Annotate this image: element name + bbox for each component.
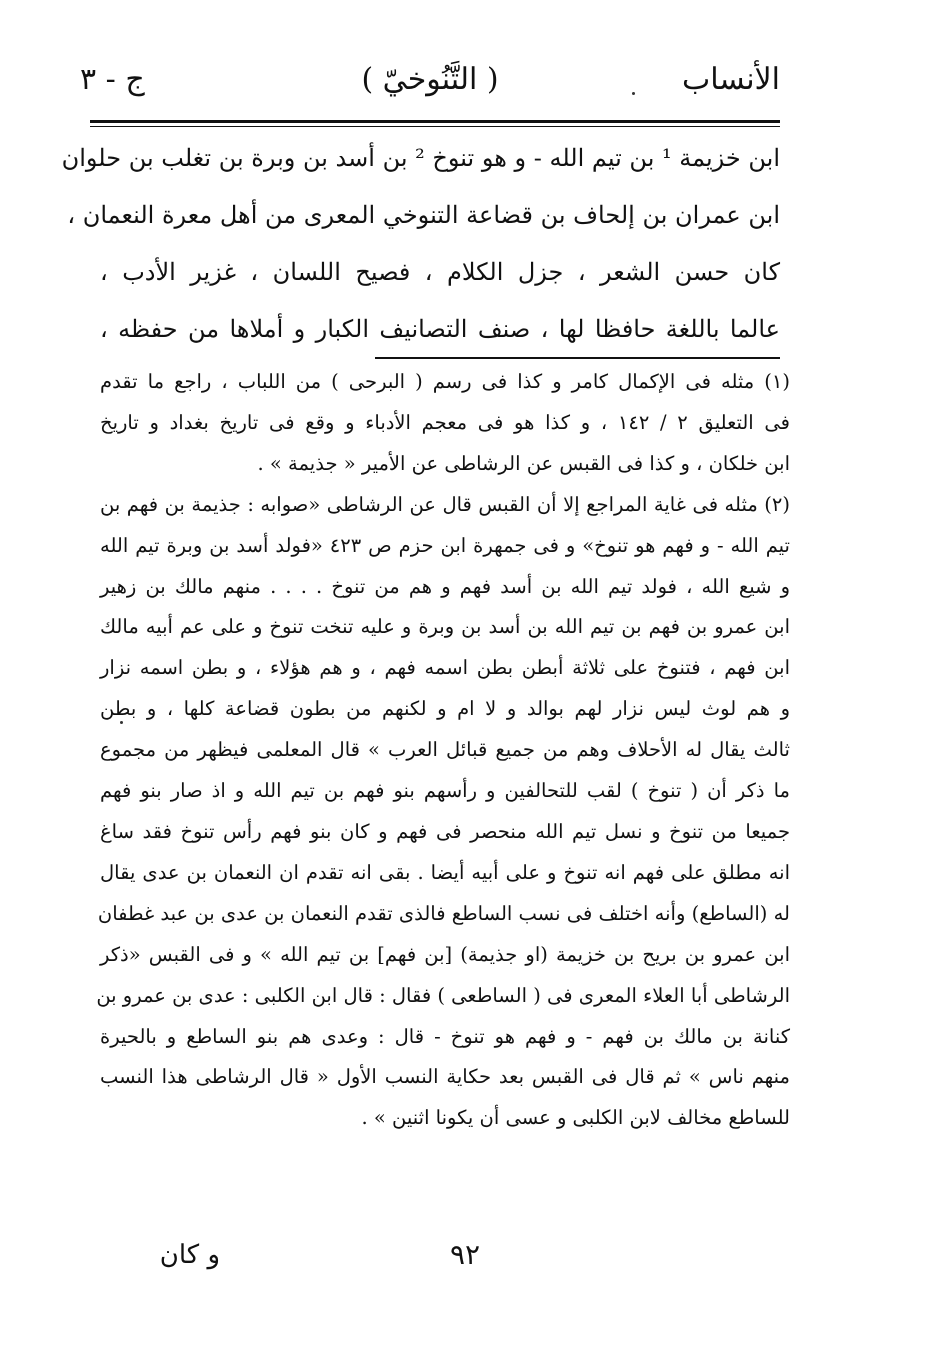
main-line: ابن خزيمة ¹ بن تيم الله - و هو تنوخ ² بن أسد بن وبرة بن تغلب بن حلوان: [61, 144, 780, 172]
footnote-line: و هم لوث ليس نزار لهم بوالد و لا ام و لكنهم من بطون قضاعة كلها ، و بطن: [100, 697, 790, 721]
main-line: كان حسن الشعر ، جزل الكلام ، فصيح اللسان ، غزير الأدب ،: [100, 258, 780, 286]
catchword: و كان: [159, 1240, 220, 1270]
footnote-line: ثالث يقال له الأحلاف وهم من جميع قبائل العرب » قال المعلمى فيظهر من مجموع: [100, 738, 790, 762]
main-line: ابن عمران بن إلحاف بن قضاعة التنوخي المعرى من أهل معرة النعمان ،: [67, 201, 780, 229]
header-volume: ج - ٣: [80, 62, 145, 97]
footnote-line: ابن عمرو بن فهم بن تيم الله بن أسد بن وبرة و عليه تنخت تنوخ و على عم أبيه مالك: [100, 615, 790, 639]
main-line: عالما باللغة حافظا لها ، صنف التصانيف الكبار و أملاها من حفظه ،: [100, 315, 780, 343]
header-entry-title: ( التَّنُوخيّ ): [361, 62, 499, 97]
footnote-separator: [375, 357, 780, 359]
footnote-line: منهم ناس » ثم قال فى القبس بعد حكاية النسب الأول « قال الرشاطى هذا النسب: [100, 1065, 790, 1089]
footnote-line: كنانة بن مالك بن فهم - و فهم هو تنوخ - قال : وعدى هم بنو الساطع و بالحيرة: [100, 1024, 790, 1048]
scan-speck: [632, 92, 635, 95]
footnote-line: انه مطلق على فهم انه تنوخ و على أبيه أيضا . بقى انه تقدم ان النعمان بن عدى يقال: [100, 860, 790, 884]
scan-speck: [120, 721, 123, 724]
footnote-line: ابن عمرو بن بريح بن خزيمة (او جذيمة) [بن فهم] بن تيم الله » و فى القبس «ذكر: [100, 942, 790, 966]
footnote-line: ما ذكر أن ( تنوخ ) لقب للتحالفين و رأسهم بنو فهم بن تيم الله و اذ صار بنو فهم: [100, 779, 790, 803]
footnote-line: ابن خلكان ، و كذا فى القبس عن الرشاطى عن الأمير « جذيمة » .: [257, 451, 790, 475]
running-header: [80, 62, 780, 112]
footnote-line: (٢) مثله فى غاية المراجع إلا أن القبس قال عن الرشاطى «صوابه : جذيمة بن فهم بن: [100, 492, 790, 516]
footnote-line: ابن فهم ، فتنوخ على ثلاثة أبطن بطن اسمه فهم ، و هم هؤلاء ، و بطن اسمه نزار: [100, 656, 790, 680]
header-rule: [90, 120, 780, 127]
footnote-line: للساطع مخالف لابن الكلبى و عسى أن يكونا اثنين » .: [361, 1106, 790, 1130]
footnote-line: و شيع الله ، فولد تيم الله بن أسد فهم و هم من تنوخ . . . . منهم مالك بن زهير: [100, 574, 790, 598]
main-text: [61, 130, 780, 358]
footnote-line: فى التعليق ٢ / ١٤٢ ، و كذا هو فى معجم الأدباء و وقع فى تاريخ بغداد و تاريخ: [100, 410, 790, 434]
footnotes: [96, 362, 790, 1139]
footnote-line: جميعا من تنوخ و نسل تيم الله منحصر فى فهم و كان بنو فهم رأس تنوخ فقد ساغ: [100, 819, 790, 843]
header-book-title: الأنساب: [682, 62, 780, 97]
page-number: ٩٢: [449, 1238, 481, 1271]
footnote-line: له (الساطع) وأنه اختلف فى نسب الساطع فالذى تقدم النعمان بن عدى بن عبد غطفان: [97, 901, 790, 925]
footnote-line: (١) مثله فى الإكمال كامر و كذا فى رسم ( البرحى ) من اللباب ، راجع ما تقدم: [100, 370, 790, 393]
footnote-line: تيم الله - و فهم هو تنوخ» و فى جمهرة ابن حزم ص ٤٢٣ «فولد أسد بن وبرة تيم الله: [100, 533, 790, 557]
footnote-line: الرشاطى أبا العلاء المعرى فى ( الساطعى ) فقال : قال ابن الكلبى : عدى بن عمرو بن: [96, 983, 790, 1007]
